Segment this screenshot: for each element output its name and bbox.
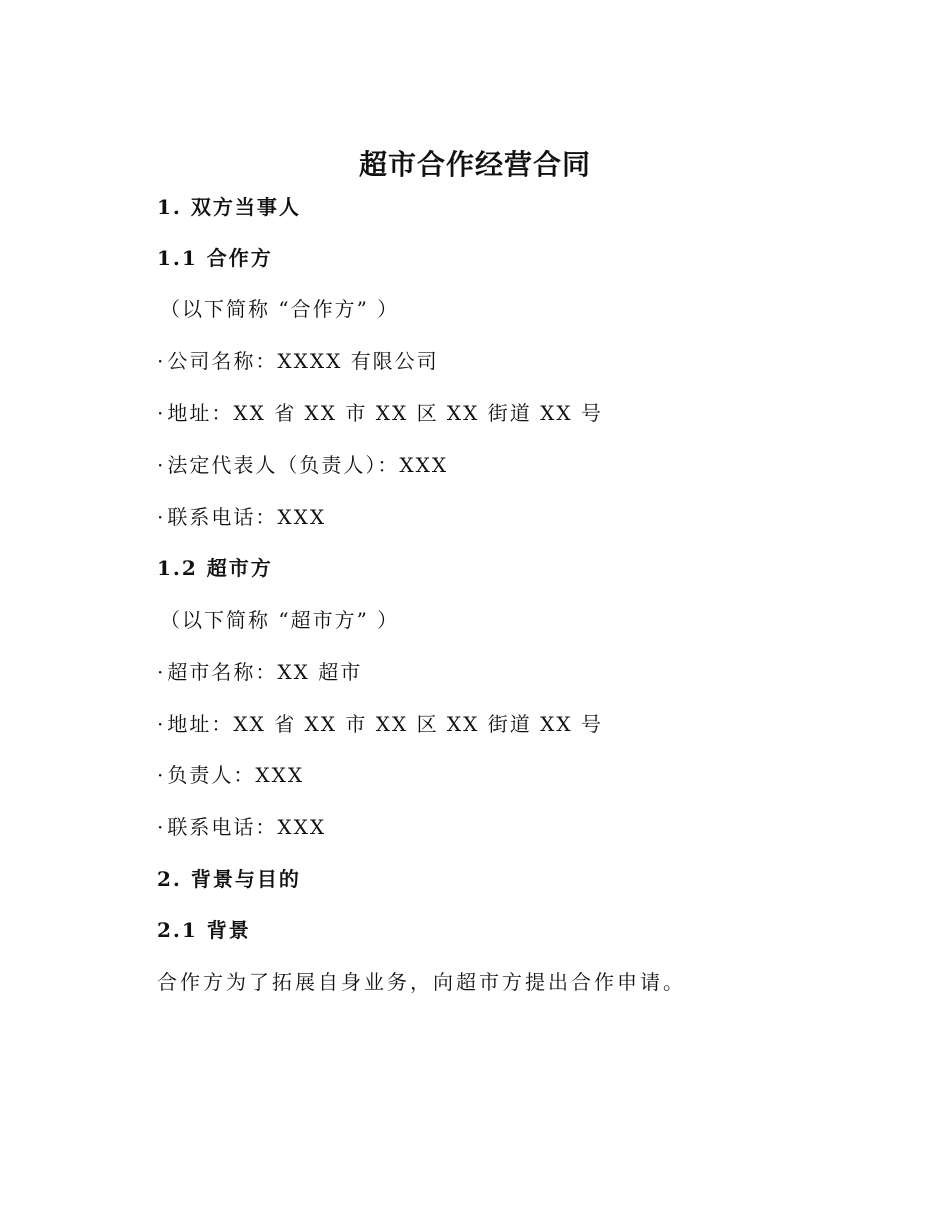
supermarket-manager <box>157 762 304 788</box>
bullet: · <box>157 401 164 425</box>
partner-company-name-text: 公司名称：XXXX 有限公司 <box>167 349 439 373</box>
subsection-heading-background: 2.1 背景 <box>157 918 251 942</box>
subsection-heading-supermarket: 1.2 超市方 <box>157 556 273 580</box>
supermarket-name <box>157 659 362 685</box>
supermarket-address-text: 地址：XX 省 XX 市 XX 区 XX 街道 XX 号 <box>167 712 603 736</box>
bullet: · <box>157 660 164 684</box>
supermarket-phone-text: 联系电话：XXX <box>167 815 327 839</box>
supermarket-manager-text: 负责人：XXX <box>167 763 305 787</box>
bullet: · <box>157 349 164 373</box>
partner-phone-text: 联系电话：XXX <box>167 505 327 529</box>
supermarket-alias-note: （以下简称 “超市方” ） <box>160 608 400 632</box>
partner-address <box>157 400 603 426</box>
bullet: · <box>157 505 164 529</box>
bullet: · <box>157 763 164 787</box>
supermarket-phone <box>157 814 326 840</box>
subsection-heading-partner: 1.1 合作方 <box>157 246 273 270</box>
bullet: · <box>157 453 164 477</box>
document-title: 超市合作经营合同 <box>358 148 591 181</box>
partner-legal-representative <box>157 452 448 478</box>
partner-legal-representative-text: 法定代表人（负责人）：XXX <box>167 453 449 477</box>
partner-alias-note: （以下简称 “合作方” ） <box>160 297 400 321</box>
partner-phone <box>157 504 326 530</box>
bullet: · <box>157 712 164 736</box>
partner-address-text: 地址：XX 省 XX 市 XX 区 XX 街道 XX 号 <box>167 401 603 425</box>
section-heading-background: 2. 背景与目的 <box>157 867 301 891</box>
supermarket-address <box>157 711 603 737</box>
section-heading-parties: 1. 双方当事人 <box>157 195 301 219</box>
partner-company-name <box>157 348 439 374</box>
bullet: · <box>157 815 164 839</box>
supermarket-name-text: 超市名称：XX 超市 <box>167 660 363 684</box>
background-paragraph: 合作方为了拓展自身业务，向超市方提出合作申请。 <box>157 970 686 994</box>
